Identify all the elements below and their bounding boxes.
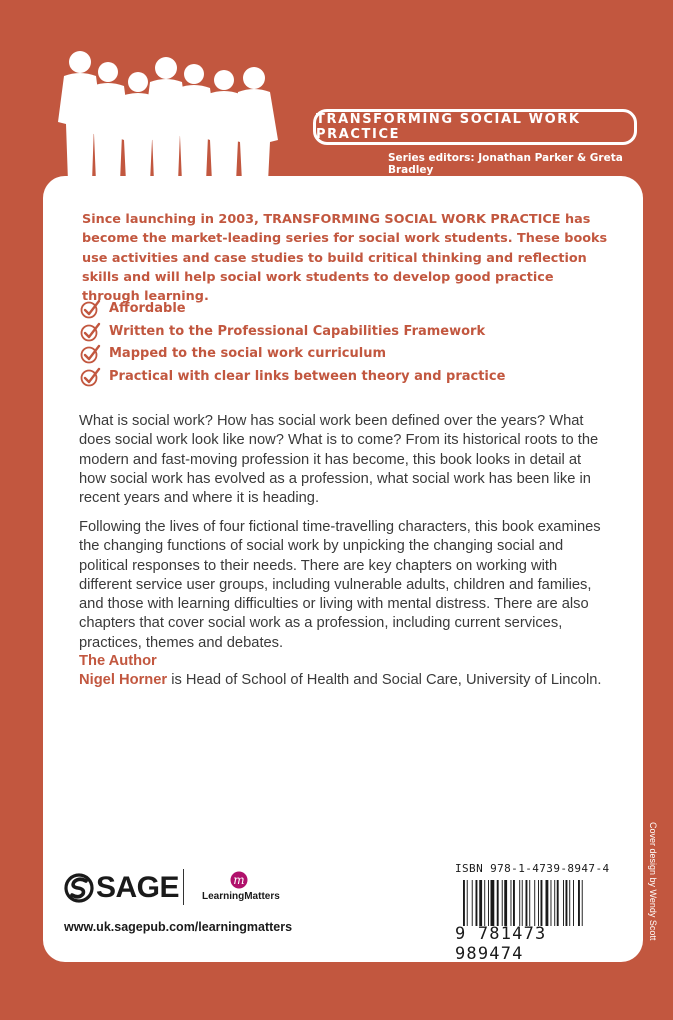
author-section (79, 652, 619, 690)
barcode-bar (566, 880, 568, 926)
barcode-bar (529, 880, 530, 926)
isbn-barcode (455, 862, 617, 964)
barcode-bar (504, 880, 507, 926)
barcode-bar (541, 880, 543, 926)
barcode-bar (554, 880, 555, 926)
people-silhouettes-illustration (58, 42, 288, 182)
barcode-bar (488, 880, 489, 926)
barcode-bar (522, 880, 523, 926)
author-bio: is Head of School of Health and Social Care, University of Lincoln. (167, 672, 602, 688)
checkmark-circle-icon (80, 344, 101, 364)
sage-swirl-icon (64, 871, 94, 905)
series-title-box (313, 109, 637, 145)
feature-label: Affordable (109, 301, 186, 316)
barcode-bar (569, 880, 570, 926)
isbn-label: ISBN 978-1-4739-8947-4 (455, 862, 610, 875)
barcode-bar (538, 880, 539, 926)
learning-matters-mark-icon (228, 871, 250, 889)
feature-label: Practical with clear links between theory and practice (109, 369, 506, 385)
series-editors: Series editors: Jonathan Parker & Greta Bradley (388, 152, 623, 176)
learning-matters-wordmark: LearningMatters (202, 891, 280, 902)
author-name: Nigel Horner (79, 672, 168, 688)
feature-label: Written to the Professional Capabilities Framework (109, 323, 486, 339)
barcode-bar (476, 880, 478, 926)
feature-item (80, 298, 600, 321)
barcode-digits: 9 781473 989474 (455, 924, 547, 964)
description-paragraph-2: Following the lives of four fictional time-travelling characters, this book examines the changing functions of social work by unpicking the changing social and political responses to their needs. There are key chapters on working with different service user groups, including vulnerable adults, children and families, and those with learning difficulties or living with mental distress. There are also chapters that cover social work as a profession, including current services, practices, themes and debates. (79, 519, 601, 651)
barcode-bar (526, 880, 528, 926)
checkmark-circle-icon (80, 367, 101, 387)
barcode-bar (513, 880, 515, 926)
barcode-bar (491, 880, 495, 926)
barcode-bar (578, 880, 580, 926)
barcode-bar (582, 880, 583, 926)
checkmark-circle-icon (80, 322, 101, 342)
author-heading: The Author (79, 653, 157, 669)
barcode-bar (563, 880, 564, 926)
feature-label: Mapped to the social work curriculum (109, 346, 387, 362)
series-intro: Since launching in 2003, TRANSFORMING SOCIAL WORK PRACTICE has become the market-leading series for social work students. These books use activities and case studies to build critical thinking and reflection skills and will help social work students to develop good practice through learning. (82, 212, 608, 305)
barcode-bar (484, 880, 485, 926)
barcode-bar (467, 880, 468, 926)
logo-divider (183, 869, 184, 905)
feature-item (80, 366, 600, 389)
sage-wordmark: SAGE (96, 871, 180, 904)
barcode-bar (534, 880, 535, 926)
barcode-bars (463, 880, 613, 926)
barcode-bar (479, 880, 482, 926)
barcode-bar (557, 880, 559, 926)
barcode-bar (573, 880, 574, 926)
barcode-bar (519, 880, 520, 926)
publisher-url: www.uk.sagepub.com/learningmatters (64, 920, 293, 934)
barcode-bar (502, 880, 503, 926)
barcode-bar (546, 880, 549, 926)
barcode-bar (511, 880, 512, 926)
learning-matters-logo (202, 871, 282, 907)
checkmark-circle-icon (80, 299, 101, 319)
sage-logo (64, 870, 179, 906)
cover-design-credit: Cover design by Wendy Scott (648, 822, 658, 941)
description-paragraph-1: What is social work? How has social work been defined over the years? What does social work look like now? What is to come? From its historical roots to the modern and fast-moving profession it has become, this book looks in detail at how social work has evolved as a profession, what social work has been like in recent years and where it is heading. (79, 413, 599, 507)
feature-item (80, 321, 600, 344)
barcode-bar (472, 880, 473, 926)
author-line (79, 671, 619, 690)
barcode-bar (497, 880, 499, 926)
feature-list (80, 298, 600, 389)
barcode-bar (551, 880, 552, 926)
series-title: TRANSFORMING SOCIAL WORK PRACTICE (316, 112, 581, 142)
barcode-bar (463, 880, 465, 926)
learning-matters-mark-letter: m (233, 873, 245, 887)
feature-item (80, 343, 600, 366)
